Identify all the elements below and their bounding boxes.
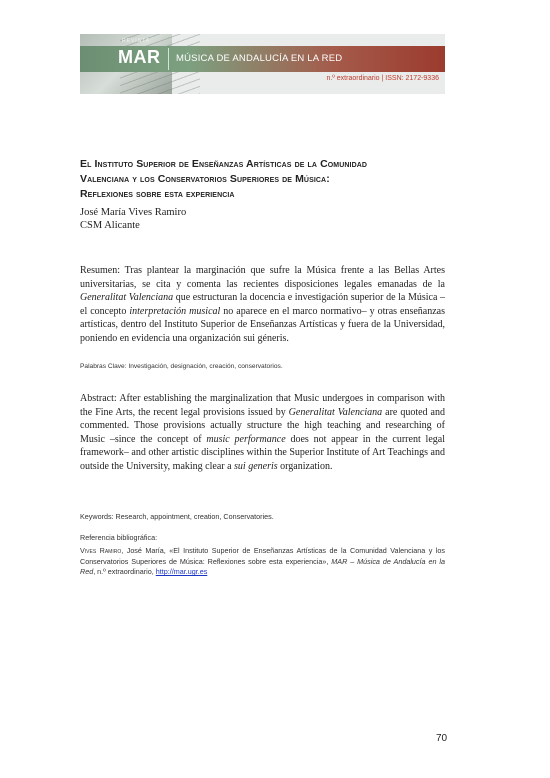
reference-heading: Referencia bibliográfica: [80, 533, 158, 542]
reference-author: Vives Ramiro [80, 546, 122, 555]
issue-info: n.º extraordinario | ISSN: 2172-9336 [326, 75, 439, 82]
abstract-text: Abstract: After establishing the marginalization that Music undergoes in comparison with the Fine Arts, the recent legal provisions issued by [80, 393, 445, 418]
abstract-paragraph [80, 392, 445, 474]
article-title [80, 157, 445, 202]
journal-logo: MAR [118, 47, 161, 67]
title-line: Valenciana y los Conservatorios Superiores de Música: [80, 173, 330, 185]
abstract-text: are quoted and commented. Those provisions actually structure the high teaching and researching of Music –since the concept of [80, 406, 445, 445]
reference-link[interactable]: http://mar.ugr.es [155, 567, 208, 577]
abstract-text: does not appear in the current legal framework– and other artistic disciplines within the Superior Institute of Art Teachings and outside the University, making clear a [80, 433, 445, 472]
resumen-italic: interpretación musical [129, 305, 221, 317]
resumen-paragraph [80, 264, 445, 346]
keywords: Keywords: Research, appointment, creation, Conservatories. [80, 512, 274, 521]
reference-citation [80, 546, 445, 578]
journal-name: MÚSICA DE ANDALUCÍA EN LA RED [176, 53, 343, 64]
abstract-italic: sui generis [234, 460, 278, 472]
abstract-text: organization. [277, 460, 333, 472]
author-name: José María Vives Ramiro [80, 207, 187, 218]
title-line: Reflexiones sobre esta experiencia [80, 188, 235, 200]
resumen-text: Resumen: Tras plantear la marginación que sufre la Música frente a las Bellas Artes universitarias, se cita y comenta las recientes disposiciones legales emanadas de la [80, 265, 445, 290]
page-number: 70 [436, 733, 448, 744]
reference-text: , José María, «El Instituto Superior de Enseñanzas Artísticas de la Comunidad Valenciana y los Conservatorios Superiores de Música: Reflexiones sobre esta experiencia», [80, 546, 446, 566]
journal-banner [80, 34, 445, 94]
resumen-text: que estructuran la docencia e investigación superior de la Música –el concepto [80, 292, 445, 317]
abstract-italic: music performance [206, 433, 286, 445]
reference-journal: MAR – Música de Andalucía en la Red [80, 556, 445, 577]
banner-separator [168, 48, 169, 70]
author-institution: CSM Alicante [80, 220, 140, 231]
palabras-clave: Palabras Clave: Investigación, designación, creación, conservatorios. [80, 363, 283, 370]
banner-revista-label: REVISTA [122, 38, 151, 44]
abstract-italic: Generalitat Valenciana [288, 406, 383, 418]
reference-text: , n.º extraordinario, [93, 567, 156, 577]
resumen-text: no aparece en el marco normativo– y otras enseñanzas artísticas, dentro del Instituto Superior de Enseñanzas Artísticas y fuera de la Universidad, poniendo en evidencia una organización sui géneris. [80, 305, 445, 344]
resumen-italic: Generalitat Valenciana [80, 292, 174, 304]
title-line: El Instituto Superior de Enseñanzas Artísticas de la Comunidad [80, 158, 368, 170]
